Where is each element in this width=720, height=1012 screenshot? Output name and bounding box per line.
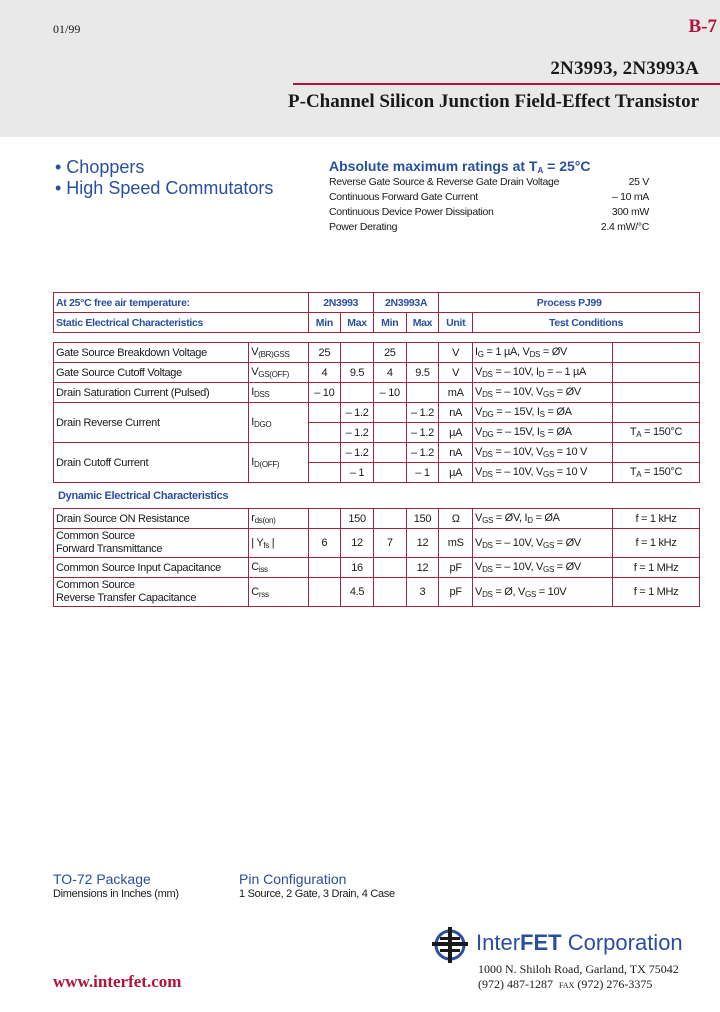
min-value: 25: [373, 343, 406, 363]
symbol-main: | Y: [251, 536, 264, 549]
min-value: [308, 558, 341, 578]
min-value: [308, 423, 341, 443]
max-value: 12: [341, 529, 374, 558]
pin-config-text: 1 Source, 2 Gate, 3 Drain, 4 Case: [239, 888, 395, 900]
symbol: [249, 443, 308, 483]
unit: mA: [439, 383, 473, 403]
extra-sub: A: [636, 430, 642, 439]
company-name: [476, 930, 683, 956]
cond-sub: GS: [543, 450, 554, 459]
static-section-title: Static Electrical Characteristics: [54, 313, 309, 333]
extra-condition: [613, 343, 700, 363]
extra-sub: A: [636, 470, 642, 479]
symbol: [249, 343, 308, 363]
company-name-c: Corporation: [561, 930, 683, 955]
symbol-main: I: [251, 456, 254, 468]
max-value: 3: [406, 578, 439, 607]
symbol: [249, 509, 308, 529]
symbol: [249, 558, 308, 578]
max-value: 16: [341, 558, 374, 578]
param-line2: Forward Transmittance: [56, 543, 163, 555]
symbol: [249, 403, 308, 443]
unit: pF: [439, 558, 473, 578]
unit: nA: [439, 403, 473, 423]
cond-c: = ØV: [553, 561, 581, 573]
extra-condition: [613, 443, 700, 463]
max-value: [341, 383, 374, 403]
table-row: [54, 363, 700, 383]
cond-sub: DG: [482, 430, 494, 439]
cond-c: = ØA: [544, 406, 572, 418]
unit: Ω: [439, 509, 473, 529]
symbol-sub: D(OFF): [253, 460, 280, 469]
conditions-header: Test Conditions: [473, 313, 700, 333]
abs-max-title-sub: A: [537, 166, 544, 175]
cond-sub: D: [527, 516, 533, 525]
cond-sub: G: [477, 350, 484, 359]
min-value: [373, 403, 406, 423]
part2-header: 2N3993A: [373, 293, 438, 313]
cond-sub: DS: [482, 390, 493, 399]
param-line1: Common Source: [56, 530, 135, 542]
page-number: B-7: [688, 16, 717, 37]
cond-b: = – 10V, V: [492, 466, 544, 478]
param: Gate Source Breakdown Voltage: [54, 343, 249, 363]
cond-c: = 10 V: [553, 446, 588, 458]
min-value: [308, 578, 341, 607]
cond-a: V: [475, 536, 483, 549]
abs-max-row: [329, 221, 649, 233]
table-row: [54, 383, 700, 403]
abs-max-label: Continuous Device Power Dissipation: [329, 206, 494, 218]
cond-a: V: [475, 561, 483, 573]
part1-header: 2N3993: [308, 293, 373, 313]
abs-max-value: – 10 mA: [611, 191, 649, 203]
min-value: [308, 403, 341, 423]
table-row: [54, 509, 700, 529]
cond-a: V: [475, 466, 483, 478]
condition: [473, 423, 613, 443]
symbol-sub: iss: [258, 565, 268, 574]
extra-a: T: [629, 426, 637, 438]
product-title: P-Channel Silicon Junction Field-Effect Transistor: [288, 91, 699, 112]
symbol: [249, 363, 308, 383]
abs-max-value: 2.4 mW/°C: [600, 221, 649, 233]
param: Gate Source Cutoff Voltage: [54, 363, 249, 383]
min-value: [373, 578, 406, 607]
cond-sub: GS: [543, 390, 554, 399]
param: [54, 578, 249, 607]
abs-max-row: [329, 176, 649, 188]
abs-max-title-tail: = 25°C: [543, 158, 591, 174]
package-subtitle: Dimensions in Inches (mm): [53, 888, 179, 900]
unit: µA: [439, 463, 473, 483]
abs-max-title-text: Absolute maximum ratings at T: [329, 158, 538, 174]
min-value: [373, 423, 406, 443]
cond-sub: GS: [543, 565, 554, 574]
cond-c: = ØV: [553, 386, 581, 398]
cond-b: = – 15V, I: [493, 426, 540, 438]
param: Drain Reverse Current: [54, 403, 249, 443]
symbol-sub: GS(OFF): [258, 370, 290, 379]
cond-b: = – 10V, V: [492, 561, 544, 573]
cond-a: I: [475, 346, 478, 358]
max-value: 9.5: [406, 363, 439, 383]
cond-b: = – 10V, V: [492, 536, 544, 549]
symbol: [249, 383, 308, 403]
max-value: [341, 343, 374, 363]
unit: nA: [439, 443, 473, 463]
cond-b: = Ø, V: [492, 585, 526, 598]
process-header: Process PJ99: [439, 293, 700, 313]
symbol-main: I: [251, 416, 254, 428]
header-row: [54, 313, 700, 333]
max-value: 150: [341, 509, 374, 529]
extra-condition: [613, 403, 700, 423]
cond-sub: GS: [525, 589, 537, 599]
max-value: – 1.2: [341, 443, 374, 463]
fax-label: FAX: [559, 981, 575, 990]
min-value: [308, 509, 341, 529]
max-value: – 1.2: [341, 423, 374, 443]
cond-sub: DS: [482, 470, 493, 479]
extra-condition: f = 1 kHz: [613, 509, 700, 529]
max-value: 4.5: [341, 578, 374, 607]
symbol-sub: rss: [258, 589, 269, 599]
param-line1: Common Source: [56, 579, 135, 591]
pin-config-title: Pin Configuration: [239, 871, 347, 887]
extra-condition: f = 1 MHz: [613, 578, 700, 607]
cond-a: V: [475, 585, 483, 598]
condition: [473, 578, 613, 607]
min-value: [373, 463, 406, 483]
extra-condition: [613, 423, 700, 443]
cond-b: = 1 µA, V: [483, 346, 530, 358]
min-value: 6: [308, 529, 341, 558]
cond-b: = – 10V, V: [492, 386, 544, 398]
symbol-main: C: [251, 561, 259, 573]
max-value: [406, 343, 439, 363]
abs-max-label: Power Derating: [329, 221, 398, 233]
max-value: 12: [406, 558, 439, 578]
cond-sub: DS: [482, 540, 493, 550]
cond-a: V: [475, 366, 483, 378]
cond-sub: GS: [543, 470, 554, 479]
param: Drain Cutoff Current: [54, 443, 249, 483]
min-value: – 10: [308, 383, 341, 403]
symbol-sub: DGO: [253, 420, 272, 429]
min-value: 25: [308, 343, 341, 363]
param: Common Source Input Capacitance: [54, 558, 249, 578]
symbol-main: I: [251, 386, 254, 398]
min-value: 4: [308, 363, 341, 383]
cond-c: = ØA: [544, 426, 572, 438]
extra-condition: [613, 363, 700, 383]
table-row: [54, 403, 700, 423]
cond-a: V: [475, 512, 483, 524]
cond-c: = ØA: [532, 512, 560, 524]
abs-max-row: [329, 191, 649, 203]
param-line2: Reverse Transfer Capacitance: [56, 592, 197, 604]
min-header: Min: [373, 313, 406, 333]
cond-a: V: [475, 426, 483, 438]
cond-sub: DS: [482, 589, 493, 599]
cond-sub: GS: [543, 540, 554, 550]
cond-sub: GS: [482, 516, 494, 525]
cond-c: = 10 V: [553, 466, 588, 478]
extra-condition: f = 1 kHz: [613, 529, 700, 558]
symbol-main: V: [251, 346, 259, 358]
condition: [473, 529, 613, 558]
cond-b: = – 15V, I: [493, 406, 540, 418]
cond-b: = – 10V, I: [492, 366, 539, 378]
min-value: [308, 463, 341, 483]
title-rule: [293, 83, 720, 85]
max-value: 12: [406, 529, 439, 558]
symbol: [249, 529, 308, 558]
cond-sub: DS: [482, 450, 493, 459]
website-link[interactable]: www.interfet.com: [53, 972, 182, 991]
table-row: [54, 578, 700, 607]
condition: [473, 383, 613, 403]
min-value: [308, 443, 341, 463]
max-header: Max: [406, 313, 439, 333]
max-value: – 1: [341, 463, 374, 483]
max-value: [406, 383, 439, 403]
extra-condition: [613, 463, 700, 483]
extra-condition: f = 1 MHz: [613, 558, 700, 578]
unit: V: [439, 363, 473, 383]
cond-sub: DS: [482, 370, 493, 379]
param: [54, 529, 249, 558]
condition: [473, 403, 613, 423]
unit: mS: [439, 529, 473, 558]
cond-sub: DS: [529, 350, 541, 359]
cond-sub: S: [539, 410, 545, 419]
cond-a: V: [475, 446, 483, 458]
table-row: [54, 529, 700, 558]
max-value: – 1.2: [406, 443, 439, 463]
symbol-tail: |: [269, 536, 275, 549]
symbol: [249, 578, 308, 607]
cond-c: = 10V: [536, 585, 567, 598]
symbol-sub: fs: [263, 540, 269, 550]
symbol-main: V: [251, 366, 259, 378]
fax-number: (972) 276-3375: [574, 977, 653, 991]
cond-a: V: [475, 406, 483, 418]
interfet-logo-icon: [430, 925, 470, 965]
extra-b: = 150°C: [641, 426, 683, 438]
company-address: 1000 N. Shiloh Road, Garland, TX 75042: [478, 962, 679, 976]
symbol-main: r: [251, 512, 255, 524]
unit: pF: [439, 578, 473, 607]
condition: [473, 558, 613, 578]
min-value: 4: [373, 363, 406, 383]
company-name-a: Inter: [476, 930, 521, 955]
min-value: 7: [373, 529, 406, 558]
table-row: [54, 343, 700, 363]
feature-choppers: • Choppers: [55, 157, 145, 177]
abs-max-label: Continuous Forward Gate Current: [329, 191, 478, 203]
company-phone: [478, 977, 652, 992]
dynamic-section-title: Dynamic Electrical Characteristics: [58, 490, 229, 502]
abs-max-value: 300 mW: [611, 206, 649, 218]
condition: [473, 343, 613, 363]
symbol-sub: ds(on): [254, 516, 276, 525]
unit: µA: [439, 423, 473, 443]
param: Drain Source ON Resistance: [54, 509, 249, 529]
abs-max-row: [329, 206, 649, 218]
company-name-b: FET: [520, 930, 562, 955]
min-header: Min: [308, 313, 341, 333]
extra-b: = 150°C: [641, 466, 683, 478]
cond-c: = – 1 µA: [544, 366, 587, 378]
phone-number: (972) 487-1287: [478, 977, 553, 991]
condition: [473, 509, 613, 529]
max-value: 150: [406, 509, 439, 529]
temp-label: At 25°C free air temperature:: [54, 293, 309, 313]
cond-b: = ØV, I: [493, 512, 528, 524]
max-header: Max: [341, 313, 374, 333]
cond-c: = ØV: [540, 346, 568, 358]
min-value: [373, 443, 406, 463]
part-numbers: 2N3993, 2N3993A: [550, 58, 699, 79]
min-value: [373, 558, 406, 578]
cond-a: V: [475, 386, 483, 398]
min-value: [373, 509, 406, 529]
condition: [473, 443, 613, 463]
table-row: [54, 558, 700, 578]
max-value: – 1.2: [341, 403, 374, 423]
min-value: – 10: [373, 383, 406, 403]
extra-a: T: [629, 466, 637, 478]
unit-header: Unit: [439, 313, 473, 333]
cond-b: = – 10V, V: [492, 446, 544, 458]
dynamic-characteristics-table: [53, 508, 700, 607]
abs-max-title: [329, 158, 591, 175]
cond-c: = ØV: [553, 536, 581, 549]
extra-condition: [613, 383, 700, 403]
header-row: [54, 293, 700, 313]
max-value: – 1.2: [406, 423, 439, 443]
max-value: – 1: [406, 463, 439, 483]
condition: [473, 363, 613, 383]
symbol-sub: (BR)GSS: [258, 350, 290, 359]
symbol-sub: DSS: [253, 390, 270, 399]
param: Drain Saturation Current (Pulsed): [54, 383, 249, 403]
feature-commutators: • High Speed Commutators: [55, 178, 274, 198]
symbol-main: C: [251, 585, 259, 598]
cond-sub: S: [539, 430, 545, 439]
table-row: [54, 443, 700, 463]
package-title: TO-72 Package: [53, 871, 151, 887]
cond-sub: DS: [482, 565, 493, 574]
abs-max-label: Reverse Gate Source & Reverse Gate Drain Voltage: [329, 176, 560, 188]
condition: [473, 463, 613, 483]
abs-max-value: 25 V: [628, 176, 649, 188]
cond-sub: DG: [482, 410, 494, 419]
static-characteristics-table: [53, 292, 700, 483]
max-value: 9.5: [341, 363, 374, 383]
date: 01/99: [53, 22, 81, 36]
max-value: – 1.2: [406, 403, 439, 423]
cond-sub: D: [538, 370, 545, 379]
unit: V: [439, 343, 473, 363]
